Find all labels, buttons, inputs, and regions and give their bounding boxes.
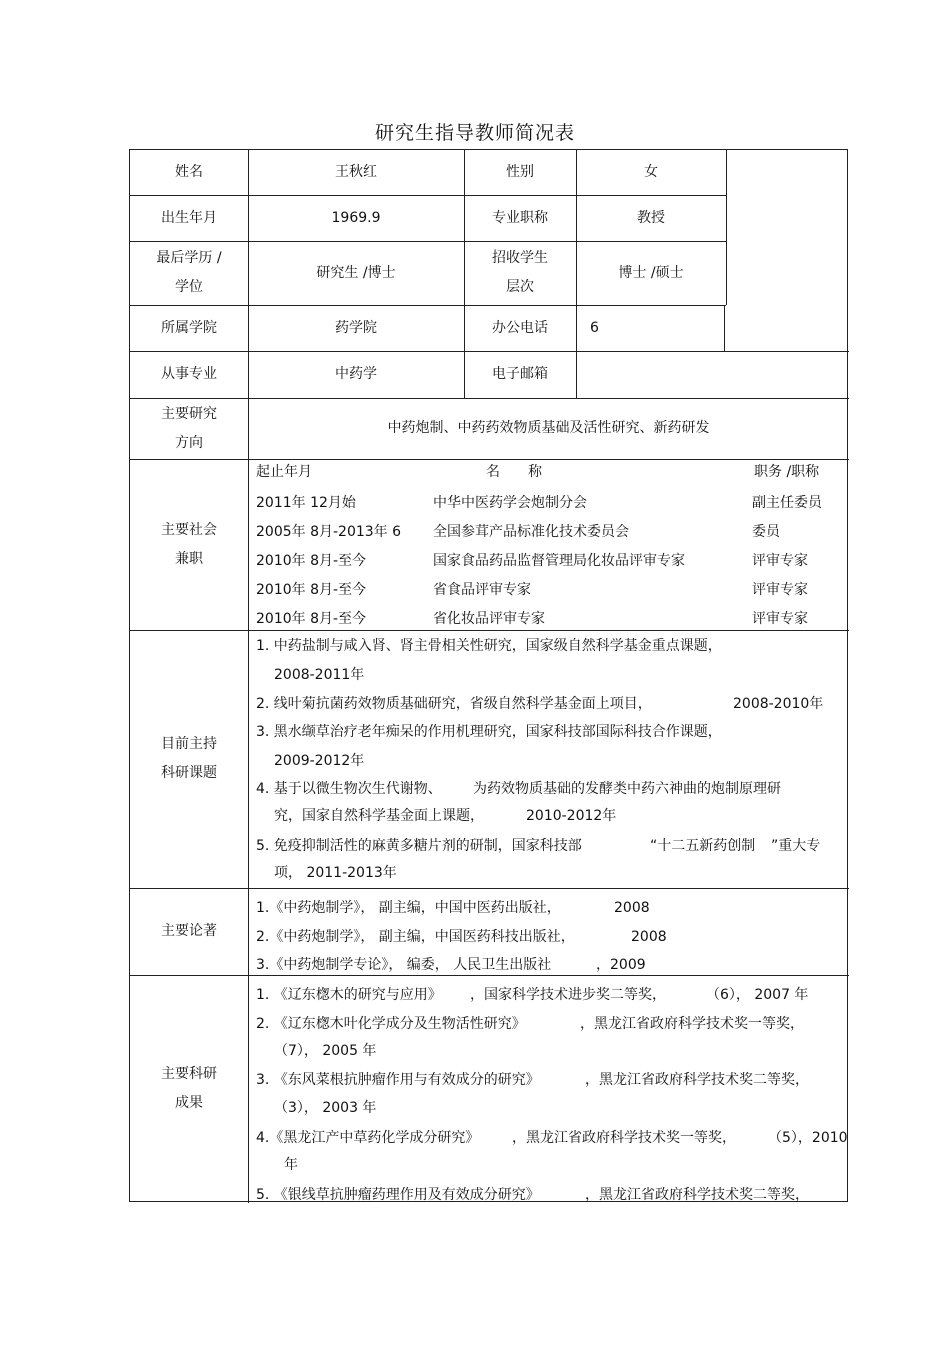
project-line: 1. 中药盐制与咸入肾、肾主骨相关性研究，国家级自然科学基金重点课题， bbox=[256, 638, 722, 654]
level-label-line2: 层次 bbox=[506, 279, 534, 295]
prof-title-label: 专业职称 bbox=[492, 209, 548, 226]
works-label: 主要论著 bbox=[161, 923, 217, 939]
college-label: 所属学院 bbox=[161, 319, 217, 336]
email-label: 电子邮箱 bbox=[492, 366, 548, 382]
achievements-label bbox=[130, 975, 248, 1203]
project-line: 2. 线叶菊抗菌药效物质基础研究，省级自然科学基金面上项目， bbox=[256, 696, 652, 712]
social-row-name: 全国参茸产品标准化技术委员会 bbox=[433, 524, 629, 540]
achievements-label-line2: 成果 bbox=[175, 1095, 203, 1111]
email-value bbox=[576, 351, 849, 398]
achievement-line: ，国家科学技术进步奖二等奖， bbox=[470, 987, 666, 1003]
work-line: 3.《中药炮制学专论》， 编委， 人民卫生出版社 bbox=[256, 957, 552, 973]
gender-value: 女 bbox=[644, 164, 658, 180]
achievement-line: 1. 《辽东楤木的研究与应用》 bbox=[256, 987, 442, 1003]
birth-label: 出生年月 bbox=[161, 209, 217, 226]
social-row-period: 2010年 8月-至今 bbox=[256, 611, 367, 627]
major-label: 从事专业 bbox=[161, 366, 217, 382]
project-line: 2008-2011年 bbox=[274, 667, 365, 683]
achievement-line: （5），2010 bbox=[768, 1130, 848, 1146]
major-value: 中药学 bbox=[335, 366, 377, 382]
college-value: 药学院 bbox=[335, 319, 377, 336]
social-row-name: 省化妆品评审专家 bbox=[433, 611, 545, 627]
achievements-label-line1: 主要科研 bbox=[161, 1066, 217, 1082]
social-row-period: 2005年 8月-2013年 6 bbox=[256, 524, 402, 540]
social-row-role: 评审专家 bbox=[752, 553, 808, 569]
profile-table bbox=[129, 149, 848, 1202]
social-row-name: 国家食品药品监督管理局化妆品评审专家 bbox=[433, 553, 685, 569]
project-line: 4. 基于以微生物次生代谢物、 bbox=[256, 781, 442, 797]
achievement-line: ，黑龙江省政府科学技术奖一等奖， bbox=[512, 1130, 736, 1146]
research-label-line2: 方向 bbox=[175, 434, 203, 451]
name-label: 姓名 bbox=[175, 164, 203, 180]
gender-label: 性别 bbox=[506, 164, 534, 180]
achievement-line: （3）， 2003 年 bbox=[274, 1100, 377, 1116]
achievement-line: ，黑龙江省政府科学技术奖二等奖， bbox=[585, 1187, 809, 1203]
research-value: 中药炮制、中药药效物质基础及活性研究、新药研发 bbox=[387, 420, 710, 436]
achievement-line: 年 bbox=[284, 1157, 298, 1173]
level-label bbox=[464, 241, 576, 305]
social-label bbox=[130, 459, 248, 630]
project-line: 2010-2012年 bbox=[526, 808, 617, 824]
achievement-line: （6）， 2007 年 bbox=[706, 987, 809, 1003]
social-row-role: 委员 bbox=[752, 524, 780, 540]
work-line: 1.《中药炮制学》， 副主编，中国中医药出版社， bbox=[256, 900, 561, 916]
research-label bbox=[130, 398, 248, 459]
work-line: ，2009 bbox=[596, 957, 646, 973]
achievement-line: （7）， 2005 年 bbox=[274, 1043, 377, 1059]
social-header-role: 职务 /职称 bbox=[754, 464, 820, 480]
project-line: 项， 2011-2013年 bbox=[274, 865, 397, 881]
achievement-line: 5. 《银线草抗肿瘤药理作用及有效成分研究》 bbox=[256, 1187, 540, 1203]
level-value: 博士 /硕士 bbox=[618, 264, 684, 281]
achievement-line: 3. 《东风菜根抗肿瘤作用与有效成分的研究》 bbox=[256, 1072, 540, 1088]
research-label-line1: 主要研究 bbox=[161, 405, 217, 422]
social-row-role: 评审专家 bbox=[752, 611, 808, 627]
degree-label bbox=[130, 241, 248, 305]
degree-label-line2: 学位 bbox=[175, 279, 203, 295]
work-line: 2008 bbox=[614, 900, 650, 916]
phone-value: 6 bbox=[590, 319, 599, 336]
degree-label-line1: 最后学历 / bbox=[156, 250, 222, 266]
social-header-name: 名 称 bbox=[486, 464, 542, 480]
social-row-period: 2010年 8月-至今 bbox=[256, 553, 367, 569]
work-line: 2.《中药炮制学》， 副主编，中国医药科技出版社， bbox=[256, 929, 575, 945]
degree-value: 研究生 /博士 bbox=[316, 264, 396, 281]
achievement-line: 2. 《辽东楤木叶化学成分及生物活性研究》 bbox=[256, 1016, 526, 1032]
social-row-name: 省食品评审专家 bbox=[433, 582, 531, 598]
project-line: 5. 免疫抑制活性的麻黄多糖片剂的研制，国家科技部 bbox=[256, 838, 582, 854]
project-line: “十二五新药创制 bbox=[650, 838, 756, 854]
projects-label bbox=[130, 630, 248, 888]
project-line: 为药效物质基础的发酵类中药六神曲的炮制原理研 bbox=[473, 781, 781, 797]
project-line: 2009-2012年 bbox=[274, 753, 365, 769]
page-title: 研究生指导教师简况表 bbox=[374, 122, 575, 144]
achievement-line: 4.《黑龙江产中草药化学成分研究》 bbox=[256, 1130, 480, 1146]
projects-label-line2: 科研课题 bbox=[161, 765, 217, 781]
projects-label-line1: 目前主持 bbox=[161, 736, 217, 752]
prof-title-value: 教授 bbox=[637, 209, 665, 226]
social-header-period: 起止年月 bbox=[256, 464, 312, 480]
social-row-role: 评审专家 bbox=[752, 582, 808, 598]
project-line: 2008-2010年 bbox=[733, 696, 824, 712]
project-line: 究，国家自然科学基金面上课题， bbox=[274, 808, 484, 824]
work-line: 2008 bbox=[631, 929, 667, 945]
social-row-role: 副主任委员 bbox=[752, 495, 822, 511]
social-row-name: 中华中医药学会炮制分会 bbox=[433, 495, 587, 511]
project-line: ”重大专 bbox=[771, 838, 821, 854]
phone-label: 办公电话 bbox=[492, 319, 548, 336]
level-label-line1: 招收学生 bbox=[492, 250, 548, 266]
name-value: 王秋红 bbox=[335, 164, 377, 180]
social-row-period: 2010年 8月-至今 bbox=[256, 582, 367, 598]
project-line: 3. 黑水缬草治疗老年痴呆的作用机理研究，国家科技部国际科技合作课题， bbox=[256, 724, 722, 740]
achievement-line: ，黑龙江省政府科学技术奖一等奖， bbox=[580, 1016, 804, 1032]
social-label-line1: 主要社会 bbox=[161, 521, 217, 538]
social-label-line2: 兼职 bbox=[175, 550, 203, 567]
achievement-line: ，黑龙江省政府科学技术奖二等奖， bbox=[585, 1072, 809, 1088]
birth-value: 1969.9 bbox=[331, 209, 381, 226]
social-row-period: 2011年 12月始 bbox=[256, 495, 356, 511]
